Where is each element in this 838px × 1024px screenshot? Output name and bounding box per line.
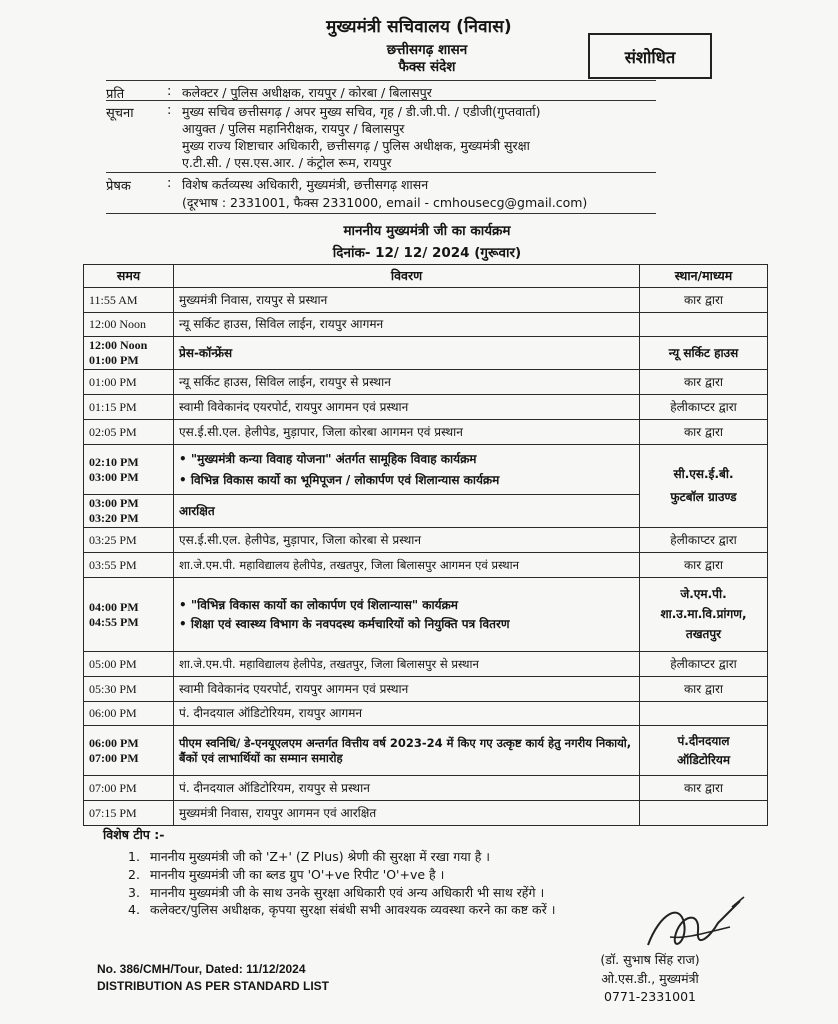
column-header-details: विवरण [174,265,640,288]
table-row [84,702,768,726]
time-start: 06:00 PM [89,735,139,750]
time-cell [84,726,174,776]
colon: : [167,176,172,191]
place-line: पं.दीनदयाल [677,733,730,748]
details-cell [174,578,640,652]
time-end: 03:20 PM [89,511,139,525]
table-row [84,578,768,652]
time-cell: 02:05 PM [84,420,174,445]
info-line: मुख्य सचिव छत्तीसगढ़ / अपर मुख्य सचिव, गृह / डी.जी.पी. / एडीजी(गुप्तवार्ता) [182,104,541,119]
details-cell: पीएम स्वनिधि/ डे-एनयूएलएम अन्तर्गत वित्तीय वर्ष 2023-24 में किए गए उत्कृष्ट कार्य हेतु नगरीय निकायो, बैंकों एवं लाभार्थियों का सम्मान समारोह [174,726,640,776]
place-cell: कार द्वारा [640,288,768,313]
time-cell: 05:00 PM [84,652,174,677]
table-row [84,420,768,445]
place-cell [640,313,768,337]
sender-label: प्रेषक [106,179,131,194]
colon: : [167,103,172,118]
signatory-designation: ओ.एस.डी., मुख्यमंत्री [601,971,699,986]
column-header-place: स्थान/माध्यम [640,265,768,288]
time-end: 04:55 PM [89,614,139,629]
place-cell: हेलीकाप्टर द्वारा [640,528,768,553]
time-cell: 03:25 PM [84,528,174,553]
place-cell: हेलीकाप्टर द्वारा [640,652,768,677]
to-value: कलेक्टर / पुलिस अधीक्षक, रायपुर / कोरबा / बिलासपुर [182,85,432,100]
program-date: दिनांक- 12/ 12/ 2024 (गुरूवार) [332,245,522,261]
place-cell: हेलीकाप्टर द्वारा [640,395,768,420]
time-cell [84,495,174,528]
sender-contact: (दूरभाष : 2331001, फैक्स 2331000, email - cmhousecg@gmail.com) [182,195,588,210]
place-cell [640,801,768,826]
signatory-phone: 0771-2331001 [604,989,696,1004]
colon: : [167,84,172,99]
divider [106,80,656,81]
note-item [128,848,490,865]
time-cell: 12:00 Noon [84,313,174,337]
table-row [84,313,768,337]
note-item [128,866,444,883]
schedule-table [83,264,768,826]
time-cell [84,445,174,495]
signatory-name: (डॉ. सुभाष सिंह राज) [600,952,700,967]
details-cell: मुख्यमंत्री निवास, रायपुर से प्रस्थान [174,288,640,313]
place-cell: कार द्वारा [640,553,768,578]
time-cell: 01:15 PM [84,395,174,420]
note-number: 3. [128,885,140,900]
place-cell [640,445,768,528]
divider [106,100,656,101]
note-text: माननीय मुख्यमंत्री जी का ब्लड ग्रुप 'O'+ve रिपीट 'O'+ve है । [150,867,445,882]
table-row [84,726,768,776]
table-row [84,677,768,702]
place-cell [640,578,768,652]
table-row [84,395,768,420]
table-header-row [84,265,768,288]
table-row [84,801,768,826]
details-cell: शा.जे.एम.पी. महाविद्यालय हेलीपेड, तखतपुर, जिला बिलासपुर आगमन एवं प्रस्थान [174,553,640,578]
table-row [84,553,768,578]
time-cell: 05:30 PM [84,677,174,702]
revised-stamp: संशोधित [588,33,712,79]
place-line: तखतपुर [685,627,722,641]
details-cell: न्यू सर्किट हाउस, सिविल लाईन, रायपुर से प्रस्थान [174,370,640,395]
place-cell: कार द्वारा [640,420,768,445]
office-title: मुख्यमंत्री सचिवालय (निवास) [326,17,512,37]
time-start: 12:00 Noon [89,338,148,352]
place-line: जे.एम.पी. [680,587,727,601]
details-cell: स्वामी विवेकानंद एयरपोर्ट, रायपुर आगमन एवं प्रस्थान [174,677,640,702]
notes-heading: विशेष टीप :- [103,827,165,842]
details-cell: प्रेस-कॉन्फ्रेंस [174,337,640,370]
note-number: 1. [128,849,140,864]
document-type: फैक्स संदेश [398,59,456,75]
note-text: कलेक्टर/पुलिस अधीक्षक, कृपया सुरक्षा संबंधी सभी आवश्यक व्यवस्था करने का कष्ट करें । [150,902,556,917]
bullet-item: • "मुख्यमंत्री कन्या विवाह योजना" अंतर्गत सामूहिक विवाह कार्यक्रम [179,451,477,466]
time-end: 03:00 PM [89,469,139,484]
place-line: ऑडिटोरियम [676,752,731,767]
table-row [84,528,768,553]
note-text: माननीय मुख्यमंत्री जी के साथ उनके सुरक्षा अधिकारी एवं अन्य अधिकारी भी साथ रहेंगे । [150,885,545,900]
time-end: 07:00 PM [89,750,139,765]
note-item [128,884,544,901]
info-line: मुख्य राज्य शिष्टाचार अधिकारी, छत्तीसगढ़ / पुलिस अधीक्षक, मुख्यमंत्री सुरक्षा [182,138,530,153]
details-cell: मुख्यमंत्री निवास, रायपुर आगमन एवं आरक्षित [174,801,640,826]
details-cell: शा.जे.एम.पी. महाविद्यालय हेलीपेड, तखतपुर, जिला बिलासपुर से प्रस्थान [174,652,640,677]
note-item [128,901,555,918]
divider [106,213,656,214]
time-cell: 03:55 PM [84,553,174,578]
info-line: आयुक्त / पुलिस महानिरीक्षक, रायपुर / बिलासपुर [182,121,405,136]
time-cell: 01:00 PM [84,370,174,395]
time-end: 01:00 PM [89,353,139,367]
time-cell: 07:00 PM [84,776,174,801]
table-row [84,337,768,370]
to-label: प्रति [106,87,125,102]
details-cell: स्वामी विवेकानंद एयरपोर्ट, रायपुर आगमन एवं प्रस्थान [174,395,640,420]
table-row [84,776,768,801]
details-cell: एस.ई.सी.एल. हेलीपेड, मुड़ापार, जिला कोरबा आगमन एवं प्रस्थान [174,420,640,445]
time-start: 04:00 PM [89,599,139,614]
time-cell: 06:00 PM [84,702,174,726]
note-number: 2. [128,867,140,882]
place-cell: कार द्वारा [640,370,768,395]
note-text: माननीय मुख्यमंत्री जी को 'Z+' (Z Plus) श्रेणी की सुरक्षा में रखा गया है । [150,849,491,864]
place-line: शा.उ.मा.वि.प्रांगण, [660,607,747,621]
bullet-item: • विभिन्न विकास कार्यो का भूमिपूजन / लोकार्पण एवं शिलान्यास कार्यक्रम [179,472,500,487]
time-start: 02:10 PM [89,454,139,469]
place-cell: कार द्वारा [640,677,768,702]
place-cell [640,702,768,726]
reference-number: No. 386/CMH/Tour, Dated: 11/12/2024 [97,962,306,976]
details-cell [174,445,640,495]
info-line: ए.टी.सी. / एस.एस.आर. / कंट्रोल रूम, रायपुर [182,155,392,170]
time-start: 03:00 PM [89,496,139,510]
time-cell [84,337,174,370]
table-row [84,370,768,395]
details-cell: आरक्षित [174,495,640,528]
time-cell [84,578,174,652]
time-cell: 11:55 AM [84,288,174,313]
note-number: 4. [128,902,140,917]
sender-value: विशेष कर्तव्यस्थ अधिकारी, मुख्यमंत्री, छत्तीसगढ़ शासन [182,177,429,192]
details-cell: एस.ई.सी.एल. हेलीपेड, मुड़ापार, जिला कोरबा से प्रस्थान [174,528,640,553]
program-title: माननीय मुख्यमंत्री जी का कार्यक्रम [343,223,511,239]
table-row [84,445,768,495]
divider [106,172,656,173]
details-cell: पं. दीनदयाल ऑडिटोरियम, रायपुर आगमन [174,702,640,726]
bullet-item: • शिक्षा एवं स्वास्थ्य विभाग के नवपदस्थ कर्मचारियों को नियुक्ति पत्र वितरण [179,616,510,631]
place-line: सी.एस.ई.बी. [673,467,734,481]
place-cell: कार द्वारा [640,776,768,801]
place-line: फुटबॉल ग्राउण्ड [670,490,737,504]
column-header-time: समय [84,265,174,288]
bullet-item: • "विभिन्न विकास कार्यो का लोकार्पण एवं शिलान्यास" कार्यक्रम [179,597,458,612]
place-cell: न्यू सर्किट हाउस [640,337,768,370]
government-name: छत्तीसगढ़ शासन [386,42,468,58]
distribution-note: DISTRIBUTION AS PER STANDARD LIST [97,979,330,993]
table-row [84,652,768,677]
place-cell [640,726,768,776]
info-label: सूचना [106,106,134,121]
time-cell: 07:15 PM [84,801,174,826]
details-cell: पं. दीनदयाल ऑडिटोरियम, रायपुर से प्रस्थान [174,776,640,801]
details-cell: न्यू सर्किट हाउस, सिविल लाईन, रायपुर आगमन [174,313,640,337]
table-row [84,288,768,313]
